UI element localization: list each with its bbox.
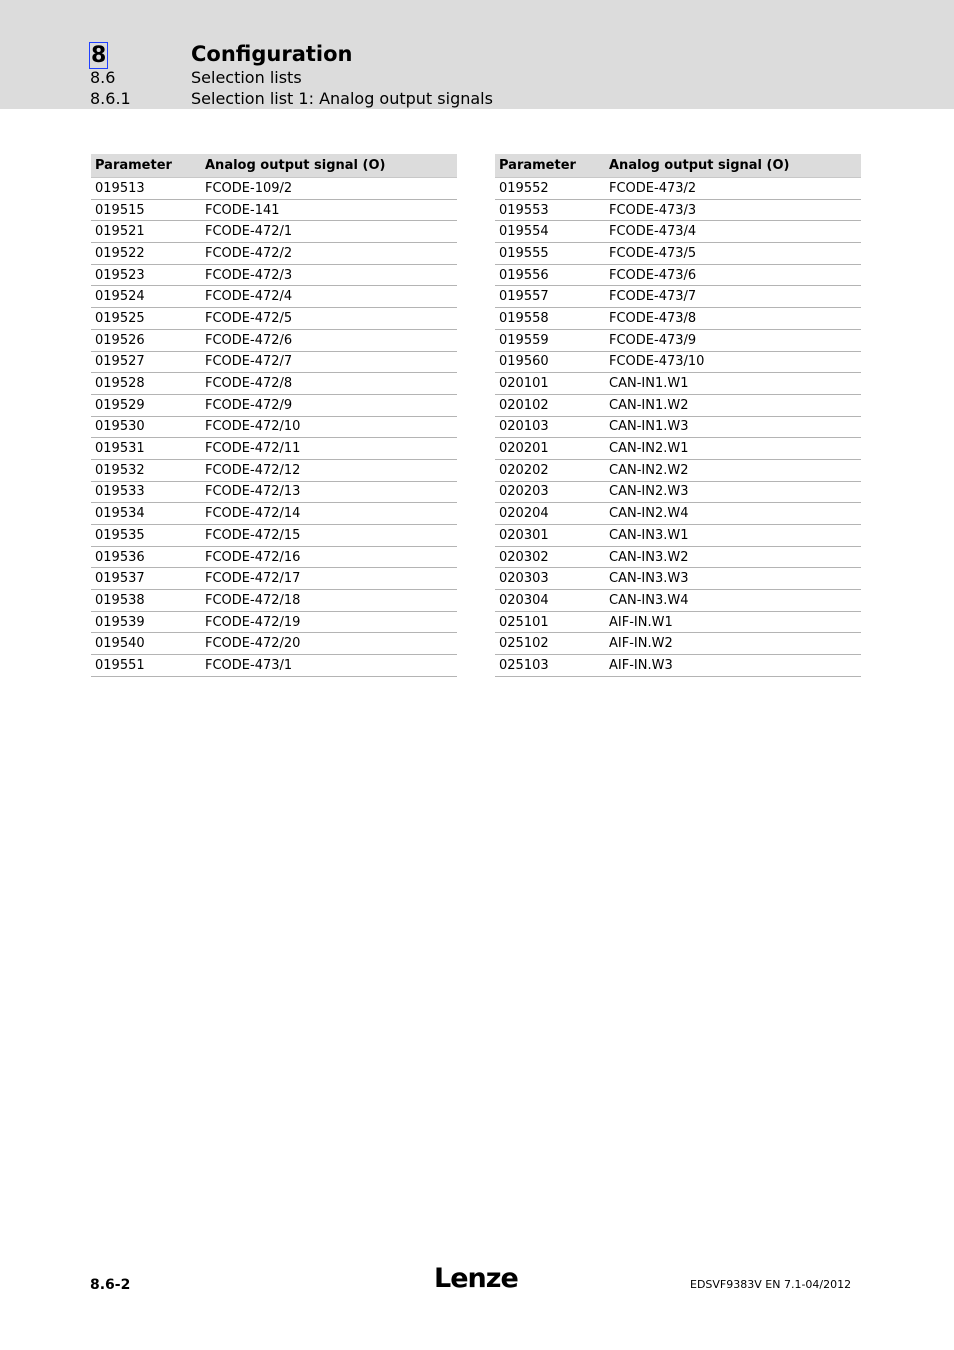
signal-cell: FCODE-472/5 [201,308,457,330]
parameter-cell: 020302 [495,546,605,568]
table-row [495,503,861,525]
chapter-number[interactable]: 8 [91,43,107,68]
table-row [91,221,457,243]
parameter-cell: 020102 [495,394,605,416]
table-row [91,633,457,655]
table-row [91,481,457,503]
parameter-cell: 019560 [495,351,605,373]
parameter-cell: 019551 [91,655,201,677]
signal-cell: FCODE-472/2 [201,243,457,265]
parameter-cell: 019522 [91,243,201,265]
signal-cell: FCODE-472/1 [201,221,457,243]
parameter-cell: 019552 [495,178,605,200]
parameter-cell: 019521 [91,221,201,243]
table-row [91,199,457,221]
table-row [495,221,861,243]
signal-cell: AIF-IN.W2 [605,633,861,655]
table-row [495,264,861,286]
parameter-cell: 025102 [495,633,605,655]
table-row [495,308,861,330]
parameter-cell: 019515 [91,199,201,221]
table-row [495,178,861,200]
chapter-title: Configuration [191,42,353,66]
table-row [91,611,457,633]
table-row [495,286,861,308]
signal-cell: CAN-IN3.W2 [605,546,861,568]
signal-cell: FCODE-473/4 [605,221,861,243]
table-row [91,568,457,590]
signal-cell: CAN-IN2.W1 [605,438,861,460]
signal-cell: CAN-IN1.W1 [605,373,861,395]
table-row [495,568,861,590]
signal-cell: FCODE-472/3 [201,264,457,286]
signal-cell: FCODE-473/3 [605,199,861,221]
parameter-cell: 019556 [495,264,605,286]
signal-cell: FCODE-141 [201,199,457,221]
signal-cell: FCODE-472/15 [201,525,457,547]
table-row [91,546,457,568]
signal-cell: CAN-IN1.W2 [605,394,861,416]
signal-cell: FCODE-473/10 [605,351,861,373]
parameter-cell: 019526 [91,329,201,351]
parameter-cell: 019538 [91,590,201,612]
signal-cell: FCODE-472/16 [201,546,457,568]
parameter-cell: 019531 [91,438,201,460]
parameter-cell: 020204 [495,503,605,525]
table-row [495,611,861,633]
parameter-cell: 025103 [495,655,605,677]
table-header-row [495,154,861,178]
signal-cell: FCODE-472/8 [201,373,457,395]
subsection-number: 8.6.1 [90,89,131,108]
table-row [495,394,861,416]
parameter-cell: 019555 [495,243,605,265]
parameter-cell: 019535 [91,525,201,547]
signal-cell: FCODE-473/9 [605,329,861,351]
signal-cell: FCODE-472/9 [201,394,457,416]
parameter-cell: 019529 [91,394,201,416]
parameter-cell: 019524 [91,286,201,308]
parameter-cell: 019523 [91,264,201,286]
signal-cell: CAN-IN3.W3 [605,568,861,590]
table-header-row [91,154,457,178]
table-row [495,655,861,677]
parameter-cell: 019554 [495,221,605,243]
table-row [91,178,457,200]
section-number: 8.6 [90,68,116,87]
table-row [91,394,457,416]
table-row [91,329,457,351]
signal-cell: FCODE-473/7 [605,286,861,308]
signal-cell: FCODE-472/6 [201,329,457,351]
document-id: EDSVF9383V EN 7.1-04/2012 [690,1278,852,1291]
table-row [91,416,457,438]
table-row [91,655,457,677]
parameter-cell: 019513 [91,178,201,200]
table-row [495,590,861,612]
signal-cell: CAN-IN1.W3 [605,416,861,438]
selection-table-left [91,154,457,677]
selection-table-right [495,154,861,677]
signal-cell: AIF-IN.W1 [605,611,861,633]
parameter-cell: 019525 [91,308,201,330]
signal-cell: FCODE-472/12 [201,459,457,481]
column-header-parameter: Parameter [91,154,201,178]
lenze-logo: Lenze [434,1263,518,1294]
table-row [495,633,861,655]
parameter-cell: 025101 [495,611,605,633]
signal-cell: FCODE-472/11 [201,438,457,460]
parameter-cell: 020304 [495,590,605,612]
signal-cell: FCODE-472/17 [201,568,457,590]
section-title: Selection lists [191,68,302,87]
table-row [91,308,457,330]
table-row [91,373,457,395]
parameter-cell: 020203 [495,481,605,503]
parameter-cell: 019539 [91,611,201,633]
signal-cell: FCODE-472/20 [201,633,457,655]
table-row [495,329,861,351]
table-row [91,590,457,612]
signal-cell: FCODE-472/7 [201,351,457,373]
table-row [91,351,457,373]
signal-cell: CAN-IN2.W3 [605,481,861,503]
table-row [91,438,457,460]
table-row [495,199,861,221]
table-row [495,351,861,373]
table-body-right [495,178,861,677]
signal-cell: CAN-IN2.W4 [605,503,861,525]
parameter-cell: 020301 [495,525,605,547]
table-row [495,416,861,438]
parameter-cell: 019537 [91,568,201,590]
signal-cell: CAN-IN2.W2 [605,459,861,481]
table-row [495,243,861,265]
parameter-cell: 020201 [495,438,605,460]
table-row [495,481,861,503]
signal-cell: FCODE-473/5 [605,243,861,265]
signal-cell: FCODE-472/4 [201,286,457,308]
parameter-cell: 019559 [495,329,605,351]
signal-cell: AIF-IN.W3 [605,655,861,677]
table-row [91,459,457,481]
signal-cell: FCODE-473/1 [201,655,457,677]
column-header-parameter: Parameter [495,154,605,178]
signal-cell: FCODE-473/2 [605,178,861,200]
table-row [91,503,457,525]
subsection-title: Selection list 1: Analog output signals [191,89,493,108]
column-header-signal: Analog output signal (O) [605,154,861,178]
parameter-cell: 019534 [91,503,201,525]
signal-cell: FCODE-472/14 [201,503,457,525]
signal-cell: FCODE-473/8 [605,308,861,330]
parameter-cell: 019533 [91,481,201,503]
parameter-cell: 019540 [91,633,201,655]
page-number: 8.6-2 [90,1277,131,1293]
table-row [495,459,861,481]
parameter-cell: 019532 [91,459,201,481]
parameter-cell: 020101 [495,373,605,395]
signal-cell: FCODE-472/10 [201,416,457,438]
parameter-cell: 019530 [91,416,201,438]
signal-cell: FCODE-109/2 [201,178,457,200]
parameter-cell: 019553 [495,199,605,221]
parameter-cell: 019536 [91,546,201,568]
table-row [91,243,457,265]
table-body-left [91,178,457,677]
parameter-cell: 020202 [495,459,605,481]
parameter-cell: 019558 [495,308,605,330]
parameter-cell: 019557 [495,286,605,308]
signal-cell: FCODE-472/18 [201,590,457,612]
signal-cell: CAN-IN3.W1 [605,525,861,547]
parameter-cell: 019527 [91,351,201,373]
table-row [91,286,457,308]
signal-cell: FCODE-473/6 [605,264,861,286]
table-row [91,264,457,286]
signal-cell: CAN-IN3.W4 [605,590,861,612]
table-row [91,525,457,547]
table-row [495,525,861,547]
parameter-cell: 020303 [495,568,605,590]
table-row [495,373,861,395]
table-row [495,438,861,460]
column-header-signal: Analog output signal (O) [201,154,457,178]
table-row [495,546,861,568]
signal-cell: FCODE-472/19 [201,611,457,633]
parameter-cell: 019528 [91,373,201,395]
signal-cell: FCODE-472/13 [201,481,457,503]
parameter-cell: 020103 [495,416,605,438]
